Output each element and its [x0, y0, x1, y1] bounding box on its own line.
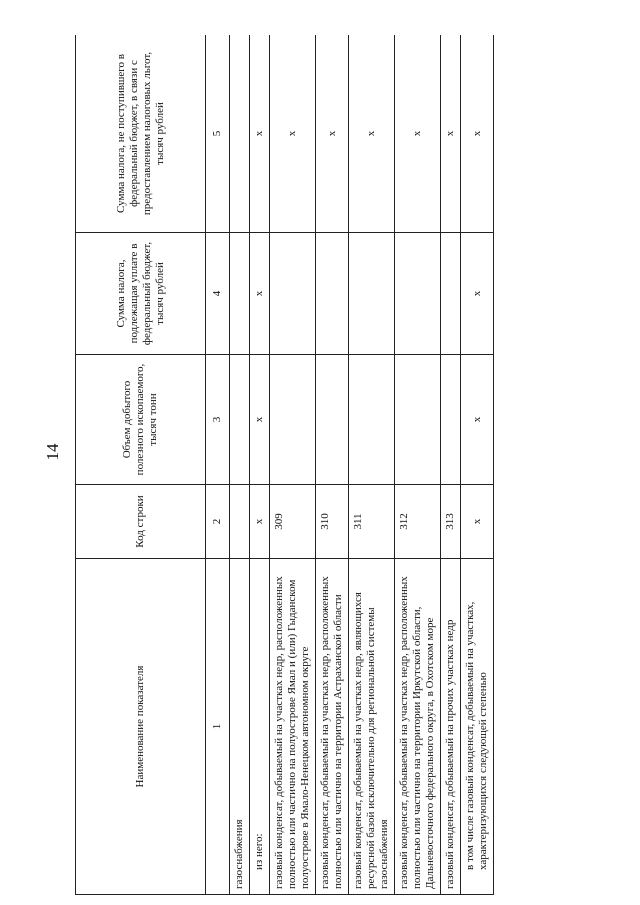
- tax-table: [75, 35, 494, 895]
- row-benefit: х: [461, 35, 494, 233]
- row-tax: [349, 233, 395, 355]
- rotated-table-sheet: [75, 35, 585, 895]
- row-benefit: х: [349, 35, 395, 233]
- row-volume: [349, 355, 395, 485]
- row-volume: х: [461, 355, 494, 485]
- row-benefit: х: [270, 35, 316, 233]
- column-number: 5: [206, 35, 230, 233]
- row-tax: х: [250, 233, 270, 355]
- header-tax-benefit: Сумма налога, не поступившего в федеральный бюджет, в связи с предоставлением налоговых льгот, тысяч рублей: [76, 35, 206, 233]
- row-name: газовый конденсат, добываемый на участках недр, расположенных полностью или частично на территории Иркутской области, Дальневосточного федерального округа, в Охотском море: [395, 559, 441, 895]
- header-tax-payable: Сумма налога, подлежащая уплате в федеральный бюджет, тысяч рублей: [76, 233, 206, 355]
- row-benefit: [230, 35, 250, 233]
- row-benefit: х: [395, 35, 441, 233]
- column-number: 1: [206, 559, 230, 895]
- column-number: 4: [206, 233, 230, 355]
- row-volume: [395, 355, 441, 485]
- column-number: 2: [206, 485, 230, 559]
- row-volume: [316, 355, 349, 485]
- header-line-code: Код строки: [76, 485, 206, 559]
- row-tax: х: [461, 233, 494, 355]
- table-row: [250, 35, 270, 895]
- row-code: [230, 485, 250, 559]
- table-row: [461, 35, 494, 895]
- header-row: [76, 35, 206, 895]
- row-name: из него:: [250, 559, 270, 895]
- column-number: 3: [206, 355, 230, 485]
- row-code: 313: [441, 485, 461, 559]
- row-name: в том числе газовый конденсат, добываемый на участках, характеризующихся следующей степенью: [461, 559, 494, 895]
- row-code: 310: [316, 485, 349, 559]
- table-row: [316, 35, 349, 895]
- rotated-table-wrapper: [75, 35, 585, 895]
- row-name: газоснабжения: [230, 559, 250, 895]
- row-name: газовый конденсат, добываемый на прочих участках недр: [441, 559, 461, 895]
- row-name: газовый конденсат, добываемый на участках недр, являющихся ресурсной базой исключительно для региональной системы газоснабжения: [349, 559, 395, 895]
- page-number: 14: [43, 443, 62, 461]
- table-row: [441, 35, 461, 895]
- row-code: 312: [395, 485, 441, 559]
- row-tax: [441, 233, 461, 355]
- table-row: [349, 35, 395, 895]
- row-code: 311: [349, 485, 395, 559]
- row-tax: [395, 233, 441, 355]
- row-benefit: х: [316, 35, 349, 233]
- table-row: [230, 35, 250, 895]
- row-volume: [270, 355, 316, 485]
- row-volume: [441, 355, 461, 485]
- column-number-row: [206, 35, 230, 895]
- row-benefit: х: [250, 35, 270, 233]
- table-row: [395, 35, 441, 895]
- row-name: газовый конденсат, добываемый на участках недр, расположенных полностью или частично на территории Астраханской области: [316, 559, 349, 895]
- header-volume: Объем добытого полезного ископаемого, тысяч тонн: [76, 355, 206, 485]
- row-tax: [270, 233, 316, 355]
- row-tax: [230, 233, 250, 355]
- row-volume: х: [250, 355, 270, 485]
- table-row: [270, 35, 316, 895]
- row-tax: [316, 233, 349, 355]
- row-benefit: х: [441, 35, 461, 233]
- row-volume: [230, 355, 250, 485]
- header-indicator-name: Наименование показателя: [76, 559, 206, 895]
- row-code: х: [461, 485, 494, 559]
- row-code: 309: [270, 485, 316, 559]
- row-name: газовый конденсат, добываемый на участках недр, расположенных полностью или частично на полуострове Ямал и (или) Гыданском полуострове в Ямало-Ненецком автономном округе: [270, 559, 316, 895]
- row-code: х: [250, 485, 270, 559]
